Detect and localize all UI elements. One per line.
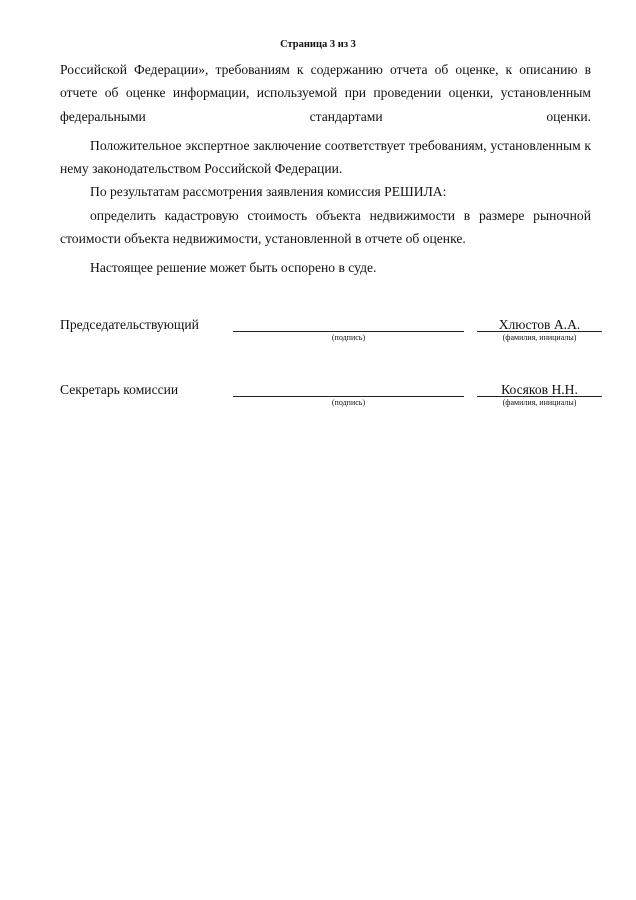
paragraph-appeal-note: Настоящее решение может быть оспорено в суде. [90, 260, 377, 276]
signature-role-chairman: Председательствующий [60, 317, 199, 332]
paragraph-decision: определить кадастровую стоимость объекта недвижимости в размере рыночной стоимости объекта недвижимости, установленной в отчете об оценке. [60, 207, 591, 247]
page-number: Страница 3 из 3 [280, 39, 356, 50]
signature-caption: (подпись) [331, 398, 366, 407]
signature-caption: (подпись) [331, 333, 366, 342]
name-caption: (фамилия, инициалы) [502, 333, 577, 342]
signature-role-secretary: Секретарь комиссии [60, 382, 179, 397]
name-line-secretary [477, 396, 602, 397]
paragraph-continuation: Российской Федерации», требованиям к содержанию отчета об оценке, к описанию в отчете об оценке информации, используемой при проведении оценки, установленным федеральными стандартами оценки. [60, 62, 591, 124]
name-line-chairman [477, 331, 602, 332]
paragraph-decision-intro: По результатам рассмотрения заявления комиссия РЕШИЛА: [90, 184, 447, 200]
signature-name-chairman: Хлюстов А.А. [498, 317, 581, 332]
document-body [60, 58, 591, 280]
signature-name-secretary: Косяков Н.Н. [501, 382, 578, 397]
paragraph-expert-conclusion: Положительное экспертное заключение соответствует требованиям, установленным к нему законодательством Российской Федерации. [60, 137, 591, 177]
name-caption: (фамилия, инициалы) [502, 398, 577, 407]
signature-line-chairman [233, 331, 464, 332]
signature-line-secretary [233, 396, 464, 397]
